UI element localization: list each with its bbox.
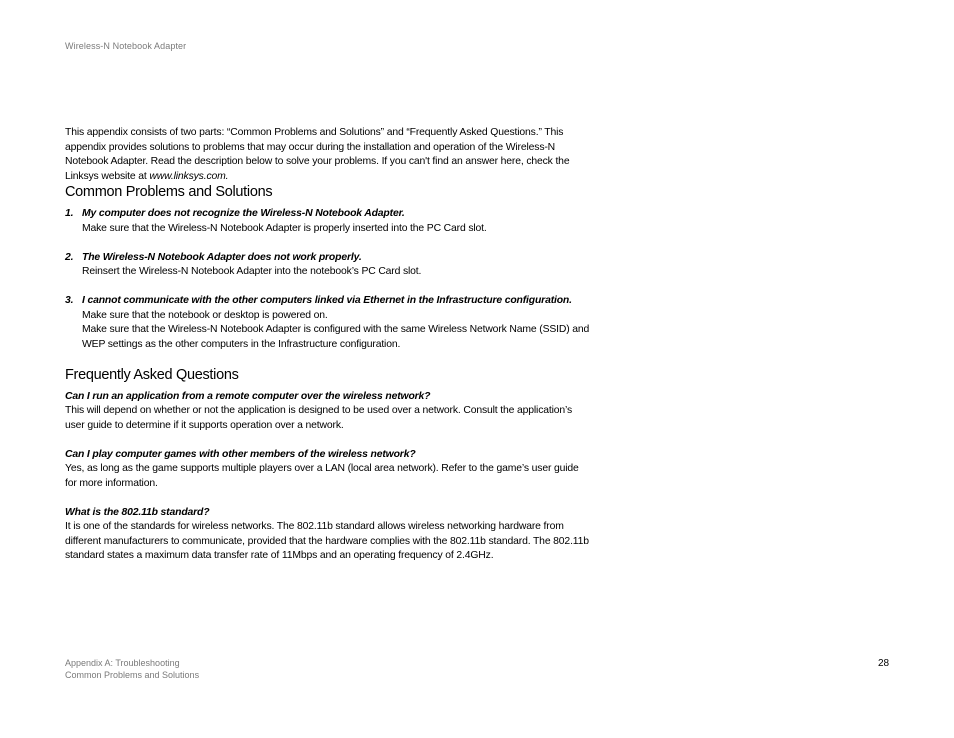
problem-item-2 (65, 251, 590, 280)
page-number: 28 (878, 658, 890, 669)
problem-solution: Make sure that the Wireless-N Notebook Adapter is properly inserted into the PC Card slot. (82, 222, 487, 234)
problem-item-1 (65, 207, 590, 236)
linksys-website-link[interactable]: www.linksys.com. (149, 170, 229, 182)
problem-title: My computer does not recognize the Wireless-N Notebook Adapter. (82, 208, 405, 219)
faq-question: Can I play computer games with other members of the wireless network? (65, 448, 416, 460)
running-header: Wireless-N Notebook Adapter (65, 41, 187, 51)
problem-number: 2. (65, 251, 74, 263)
problem-title: I cannot communicate with the other computers linked via Ethernet in the Infrastructure configuration. (82, 295, 572, 306)
problem-solution: Make sure that the notebook or desktop is powered on. (82, 309, 328, 321)
faq-question: Can I run an application from a remote computer over the wireless network? (65, 390, 431, 402)
faq-answer: This will depend on whether or not the application is designed to be used over a network. Consult the application’s user guide to determine if it supports operation over a network. (65, 405, 573, 431)
faq-item-3 (65, 506, 590, 564)
running-footer (65, 657, 199, 681)
problem-item-3 (65, 294, 590, 352)
problem-number: 3. (65, 295, 74, 306)
faq-answer: It is one of the standards for wireless networks. The 802.11b standard allows wireless networking hardware from different manufacturers to communicate, provided that the hardware complies with the 802.11b standard. The 802.11b standard states a maximum data transfer rate of 11Mbps and an operating frequency of 2.4GHz. (65, 521, 589, 561)
problem-title: The Wireless-N Notebook Adapter does not work properly. (82, 251, 362, 263)
faq-answer: Yes, as long as the game supports multiple players over a LAN (local area network). Refer to the game’s user guide for more information. (65, 463, 579, 489)
problem-solution: Reinsert the Wireless-N Notebook Adapter into the notebook’s PC Card slot. (82, 266, 422, 277)
common-problems-heading: Common Problems and Solutions (65, 184, 273, 200)
footer-section-title: Common Problems and Solutions (65, 670, 200, 680)
faq-question: What is the 802.11b standard? (65, 506, 210, 518)
faq-heading: Frequently Asked Questions (65, 366, 239, 383)
footer-appendix-title: Appendix A: Troubleshooting (65, 658, 180, 668)
problem-number: 1. (65, 208, 74, 219)
intro-paragraph (65, 126, 590, 184)
faq-item-2 (65, 448, 590, 492)
faq-item-1 (65, 390, 590, 434)
page-content (65, 126, 590, 578)
problem-solution: Make sure that the Wireless-N Notebook Adapter is configured with the same Wireless Network Name (SSID) and WEP settings as the other computers in the Infrastructure configuration. (82, 324, 590, 350)
intro-text: This appendix consists of two parts: “Common Problems and Solutions” and “Frequently Asked Questions.” This appendix provides solutions to problems that may occur during the installation and operation of the Wireless-N Notebook Adapter. Read the description below to solve your problems. If you can't find an answer here, check the Linksys website at (65, 127, 570, 182)
